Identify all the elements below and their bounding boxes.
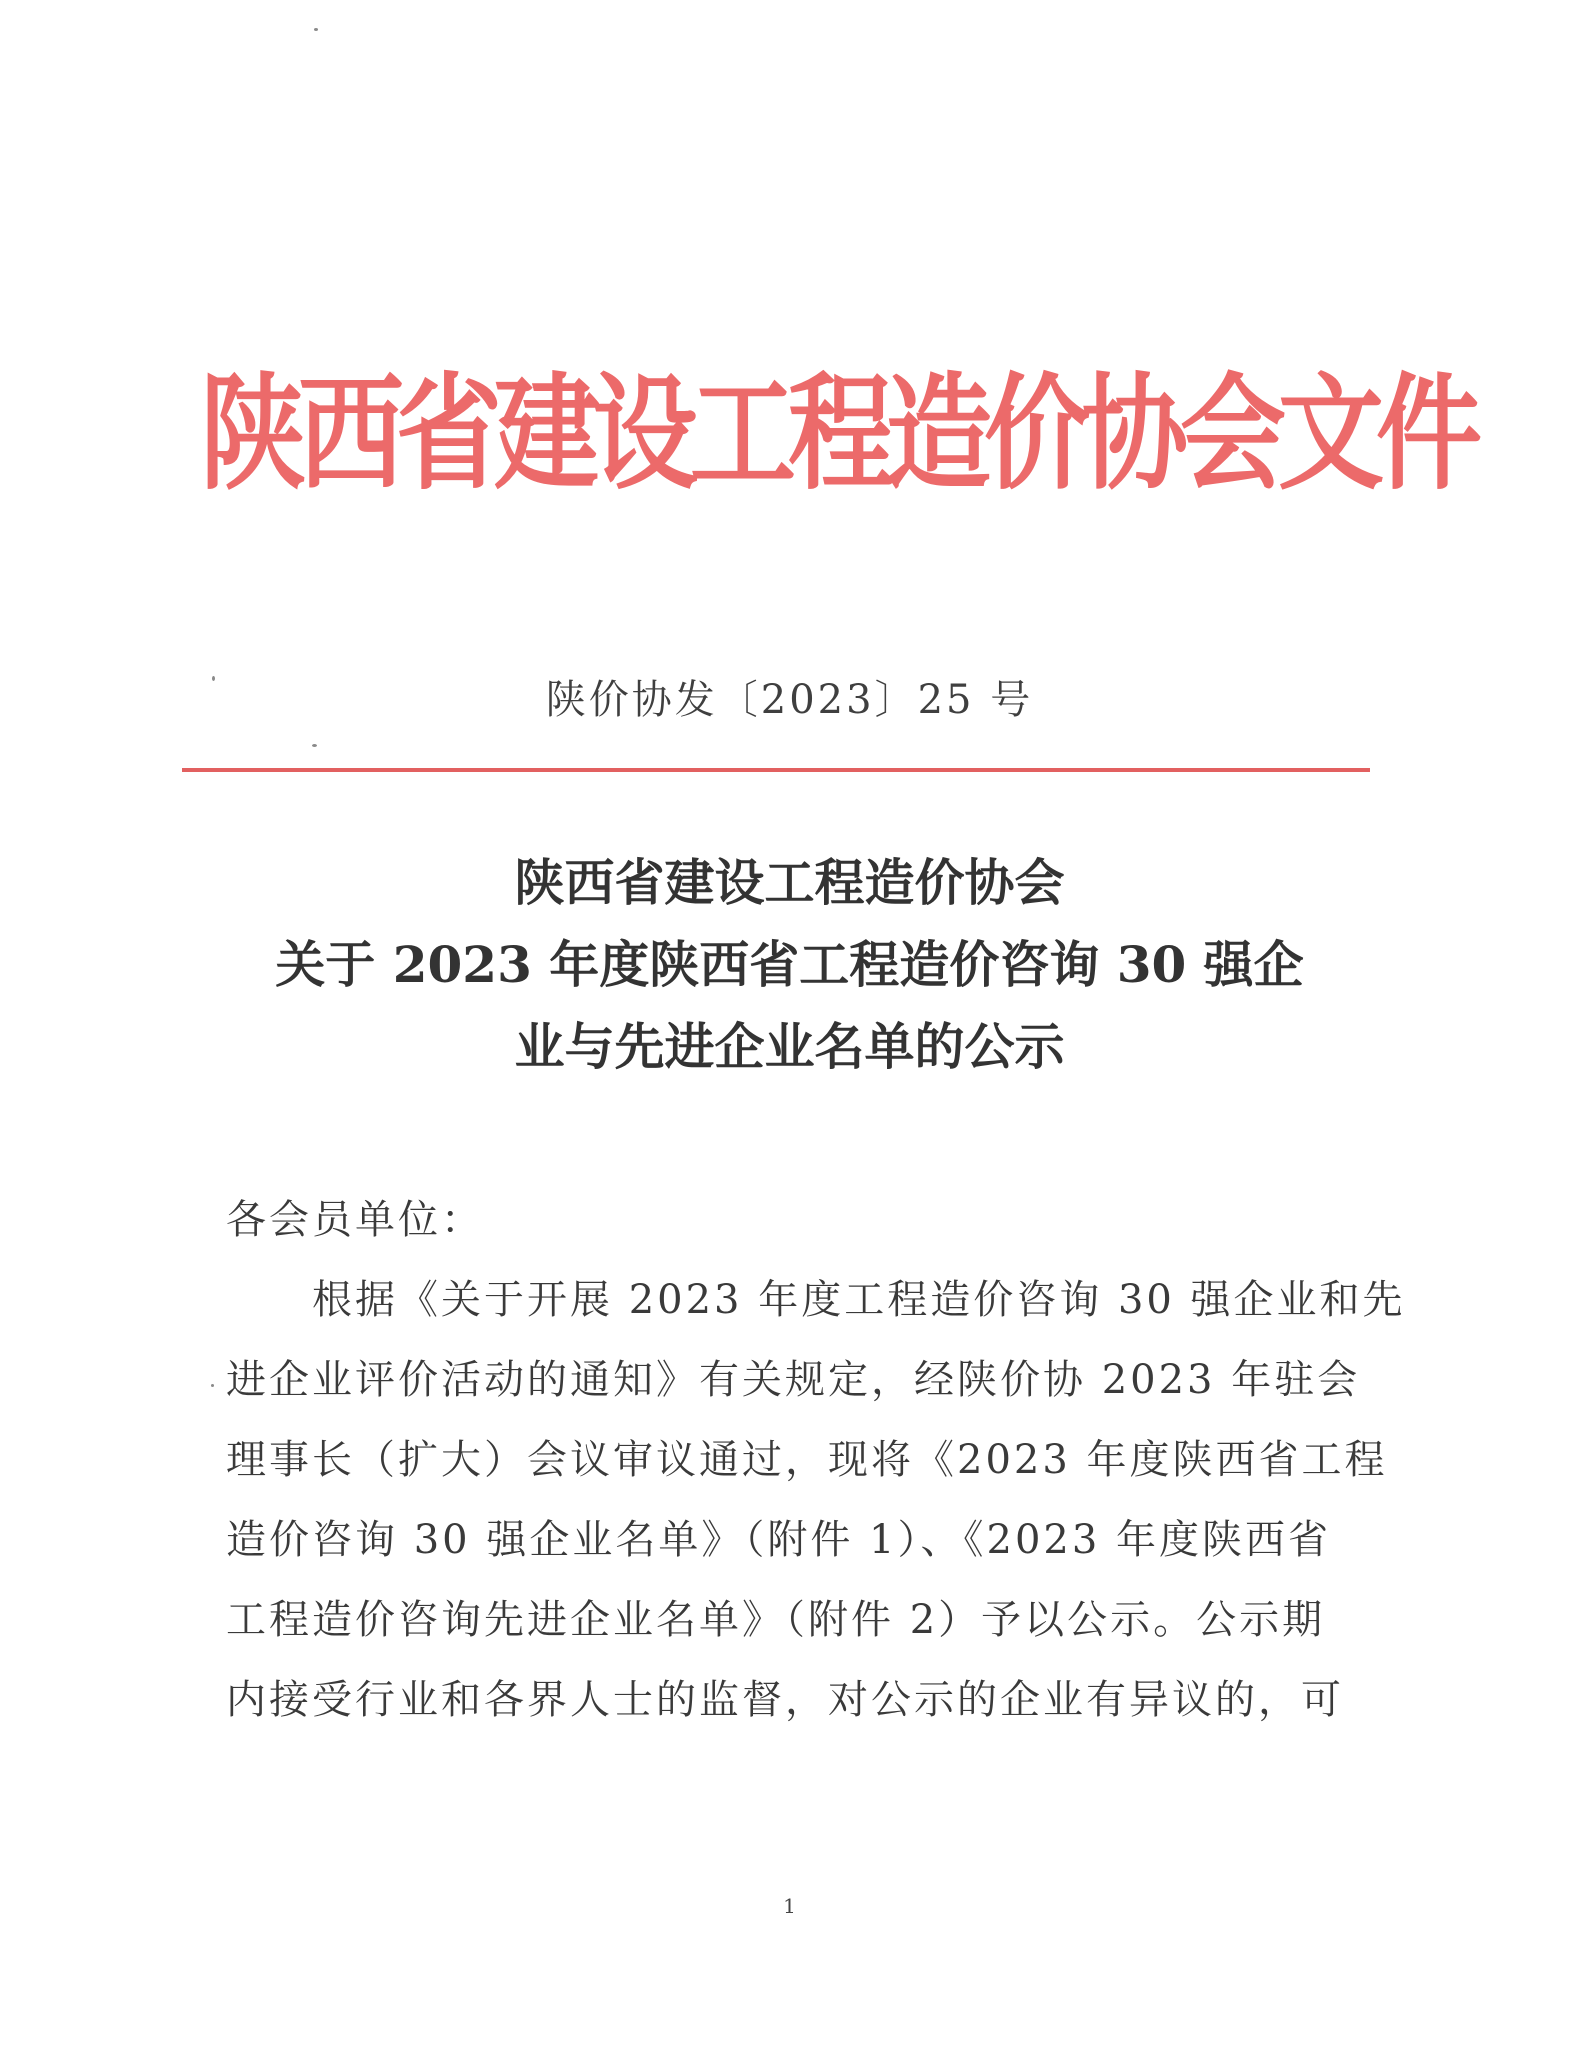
notice-body: [226, 1180, 1406, 1740]
scan-speck: [211, 1384, 214, 1387]
body-line-2: 进企业评价活动的通知》有关规定，经陕价协 2023 年驻会: [226, 1357, 1361, 1403]
body-line-3: 理事长（扩大）会议审议通过，现将《2023 年度陕西省工程: [226, 1437, 1388, 1483]
page-number: 1: [783, 1894, 796, 1918]
scan-speck: [312, 744, 317, 747]
notice-title-line-3: 业与先进企业名单的公示: [514, 1017, 1065, 1076]
scan-speck: [314, 28, 318, 31]
notice-title-line-1: 陕西省建设工程造价协会: [514, 853, 1065, 912]
body-line-1: 根据《关于开展 2023 年度工程造价咨询 30 强企业和先: [312, 1277, 1406, 1323]
document-number: 陕价协发〔2023〕25 号: [545, 677, 1034, 723]
document-header-title: 陕西省建设工程造价协会文件: [200, 361, 1474, 507]
notice-title: [0, 842, 1579, 1088]
scan-speck: [212, 676, 215, 681]
notice-title-line-2: 关于 2023 年度陕西省工程造价咨询 30 强企: [275, 935, 1304, 994]
body-line-6: 内接受行业和各界人士的监督，对公示的企业有异议的，可: [226, 1677, 1344, 1723]
body-line-4: 造价咨询 30 强企业名单》（附件 1）、《2023 年度陕西省: [226, 1517, 1332, 1563]
header-divider: [182, 768, 1370, 772]
body-line-5: 工程造价咨询先进企业名单》（附件 2）予以公示。公示期: [226, 1597, 1326, 1643]
salutation: 各会员单位：: [226, 1197, 484, 1243]
